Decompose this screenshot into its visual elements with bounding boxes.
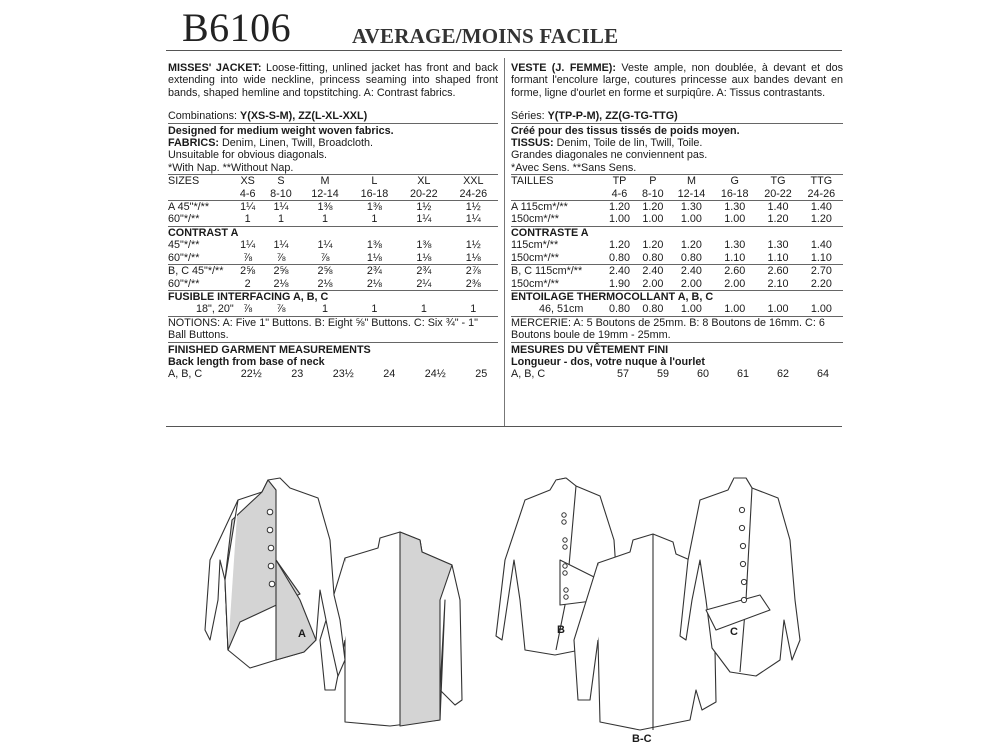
table-cell: 4-6 bbox=[239, 187, 256, 200]
button-c-5 bbox=[741, 579, 746, 584]
table-cell: 1.20 bbox=[680, 239, 702, 252]
table-cell: 64 bbox=[816, 368, 829, 381]
row-width: 150cm*/** bbox=[511, 251, 560, 264]
row-view: A bbox=[511, 201, 518, 214]
table-cell: ⅞ bbox=[243, 251, 253, 264]
row-label: A, B, C bbox=[168, 368, 203, 381]
table-cell: 2⅞ bbox=[449, 265, 498, 278]
description-title: MISSES' JACKET: bbox=[168, 62, 262, 74]
table-cell: 2¾ bbox=[350, 265, 399, 278]
table-cell: 1.30 bbox=[767, 239, 789, 252]
table-cell: 1 bbox=[277, 213, 284, 226]
table-cell: 1.00 bbox=[767, 303, 789, 316]
row-view: B, C bbox=[168, 265, 189, 278]
table-cell: 2⅛ bbox=[273, 277, 289, 290]
table-cell: 2¼ bbox=[416, 277, 432, 290]
table-cell: 1.30 bbox=[670, 201, 713, 214]
button-b-5 bbox=[563, 564, 567, 568]
table-cell: 1 bbox=[420, 303, 427, 316]
table-cell: TP bbox=[603, 175, 636, 188]
button-a-4 bbox=[268, 563, 274, 569]
table-cell: 1.30 bbox=[724, 239, 746, 252]
table-cell: 1.10 bbox=[810, 251, 832, 264]
combinations-label: Séries: bbox=[511, 110, 548, 123]
table-cell: 0.80 bbox=[680, 251, 702, 264]
table-cell: 1⅛ bbox=[366, 251, 382, 264]
row-width: 60"*/** bbox=[168, 213, 200, 226]
combo-zz: ZZ(L-XL-XXL) bbox=[298, 110, 368, 123]
table-cell: 1⅜ bbox=[416, 239, 432, 252]
table-cell: 8-10 bbox=[642, 187, 664, 200]
table-cell: 1.40 bbox=[800, 201, 843, 214]
row-width: 150cm*/** bbox=[511, 277, 560, 290]
table-cell: 0.80 bbox=[642, 251, 664, 264]
row-width: 115cm*/** bbox=[520, 201, 568, 214]
description-body: Loose-fitting, unlined jacket has front and back extending into wide neckline, princess seaming into shaped front bands, shaped hemline and topstitching. A: Contrast fabrics. bbox=[168, 62, 498, 99]
table-cell: 12-14 bbox=[677, 187, 706, 200]
table-cell: 1½ bbox=[399, 201, 448, 214]
table-cell: 2.40 bbox=[636, 265, 670, 278]
table-cell: 23½ bbox=[332, 368, 354, 381]
table-cell: XS bbox=[234, 175, 262, 188]
table-cell: 1½ bbox=[465, 239, 481, 252]
table-cell: 2.40 bbox=[603, 265, 636, 278]
table-cell: TG bbox=[756, 175, 799, 188]
table-cell: 59 bbox=[656, 368, 669, 381]
table-cell: 16-18 bbox=[720, 187, 749, 200]
table-cell: P bbox=[636, 175, 670, 188]
table-cell: 2.10 bbox=[767, 277, 789, 290]
combo-y: Y(TP-P-M), bbox=[547, 110, 606, 123]
row-width: 45"*/** bbox=[177, 201, 210, 214]
fabrics-body: Denim, Toile de lin, Twill, Toile. bbox=[553, 137, 703, 150]
button-a-3 bbox=[268, 545, 274, 551]
button-b-1 bbox=[562, 513, 566, 517]
table-cell: 1⅛ bbox=[416, 251, 432, 264]
table-cell: 1.40 bbox=[810, 239, 832, 252]
table-cell: 1 bbox=[371, 303, 378, 316]
table-cell: 1.20 bbox=[767, 213, 789, 226]
table-cell: 2.00 bbox=[642, 277, 664, 290]
table-cell: 1.20 bbox=[603, 201, 636, 214]
table-cell: 0.80 bbox=[608, 303, 630, 316]
table-cell: ⅞ bbox=[320, 251, 330, 264]
table-cell: 24 bbox=[383, 368, 396, 381]
row-width: 150cm*/** bbox=[511, 213, 560, 226]
table-cell: 22½ bbox=[240, 368, 262, 381]
table-cell: 1.10 bbox=[767, 251, 789, 264]
table-cell: 62 bbox=[776, 368, 789, 381]
table-cell: 1⅜ bbox=[366, 239, 382, 252]
button-a-1 bbox=[267, 509, 273, 515]
table-cell: L bbox=[350, 175, 399, 188]
table-cell: 2 bbox=[244, 277, 251, 290]
table-cell: 1.20 bbox=[636, 201, 670, 214]
table-cell: 2.20 bbox=[810, 277, 832, 290]
table-cell: 8-10 bbox=[270, 187, 292, 200]
fabrics-label: FABRICS: bbox=[168, 137, 219, 150]
table-cell: 2¾ bbox=[399, 265, 448, 278]
table-cell: 2⅛ bbox=[366, 277, 382, 290]
combo-zz: ZZ(G-TG-TTG) bbox=[605, 110, 678, 123]
table-cell: 23 bbox=[291, 368, 304, 381]
table-cell: 24-26 bbox=[807, 187, 836, 200]
table-cell: 16-18 bbox=[360, 187, 389, 200]
table-cell: 20-22 bbox=[764, 187, 792, 200]
table-cell: 2⅝ bbox=[234, 265, 262, 278]
table-cell: 1.20 bbox=[608, 239, 630, 252]
back-length-label: Back length from base of neck bbox=[168, 355, 325, 368]
row-width: 60"*/** bbox=[168, 277, 200, 290]
table-cell: 12-14 bbox=[311, 187, 339, 200]
notions: MERCERIE: A: 5 Boutons de 25mm. B: 8 Boutons de 16mm. C: 6 Boutons boule de 19mm - 25mm. bbox=[511, 316, 843, 342]
table-cell: 0.80 bbox=[608, 251, 630, 264]
table-cell: 1⅛ bbox=[465, 251, 481, 264]
table-cell: 1½ bbox=[449, 201, 498, 214]
section-title: CONTRASTE A bbox=[511, 226, 843, 239]
table-cell: 1¼ bbox=[465, 213, 481, 226]
table-cell: 1.10 bbox=[724, 251, 746, 264]
table-cell: 1.20 bbox=[642, 239, 664, 252]
table-cell: 1.00 bbox=[680, 303, 702, 316]
table-cell: 2.00 bbox=[680, 277, 702, 290]
button-a-2 bbox=[267, 527, 273, 533]
button-b-4 bbox=[563, 545, 567, 549]
table-cell: 1¼ bbox=[262, 201, 301, 214]
table-cell: 1¼ bbox=[416, 213, 432, 226]
row-width: 45"*/** bbox=[168, 239, 200, 252]
table-cell: 1 bbox=[371, 213, 378, 226]
table-cell: 24-26 bbox=[459, 187, 488, 200]
finished-measurements-title: MESURES DU VÊTEMENT FINI bbox=[511, 342, 843, 356]
table-cell: G bbox=[713, 175, 756, 188]
view-bc-label: B-C bbox=[632, 733, 652, 745]
table-cell: XXL bbox=[449, 175, 498, 188]
button-c-4 bbox=[740, 561, 745, 566]
table-cell: 0.80 bbox=[642, 303, 664, 316]
table-cell: 60 bbox=[696, 368, 709, 381]
back-length-label: Longueur - dos, votre nuque à l'ourlet bbox=[511, 355, 705, 368]
button-c-1 bbox=[739, 507, 744, 512]
fabrics-label: TISSUS: bbox=[511, 137, 554, 150]
row-width: 60"*/** bbox=[168, 251, 200, 264]
combo-y: Y(XS-S-M), bbox=[240, 110, 299, 123]
table-cell: 1 bbox=[322, 213, 329, 226]
row-width: 45"*/** bbox=[192, 265, 224, 278]
table-cell: 1.40 bbox=[756, 201, 799, 214]
button-b-2 bbox=[562, 520, 566, 524]
table-cell: 1.20 bbox=[810, 213, 832, 226]
table-cell: 1.30 bbox=[713, 201, 756, 214]
table-cell: 4-6 bbox=[611, 187, 628, 200]
table-cell: 2⅝ bbox=[300, 265, 349, 278]
table-cell: 57 bbox=[616, 368, 629, 381]
fabrics-body: Denim, Linen, Twill, Broadcloth. bbox=[219, 137, 374, 150]
description-title: VESTE (J. FEMME): bbox=[511, 62, 616, 74]
row-width: 18", 20" bbox=[196, 303, 234, 316]
table-cell: 1¼ bbox=[234, 201, 262, 214]
unsuitable-note: Grandes diagonales ne conviennent pas. bbox=[511, 149, 708, 162]
row-label: A, B, C bbox=[511, 368, 546, 381]
section-title: CONTRAST A bbox=[168, 226, 498, 239]
row-width: 46, 51cm bbox=[539, 303, 584, 316]
table-cell: 1.00 bbox=[810, 303, 832, 316]
table-cell: 2.60 bbox=[756, 265, 799, 278]
button-b-7 bbox=[564, 588, 568, 592]
table-cell: 1.00 bbox=[680, 213, 702, 226]
nap-note: *Avec Sens. **Sans Sens. bbox=[511, 161, 637, 174]
view-c-label: C bbox=[730, 626, 738, 638]
button-b-3 bbox=[563, 538, 567, 542]
table-cell: 20-22 bbox=[410, 187, 438, 200]
table-cell: 1⅜ bbox=[350, 201, 399, 214]
unsuitable-note: Unsuitable for obvious diagonals. bbox=[168, 149, 328, 162]
table-cell: 61 bbox=[736, 368, 749, 381]
table-cell: 1¼ bbox=[240, 239, 256, 252]
table-cell: 1¼ bbox=[273, 239, 289, 252]
view-b-label: B bbox=[557, 624, 565, 636]
table-cell: 25 bbox=[475, 368, 488, 381]
table-cell: M bbox=[300, 175, 349, 188]
table-cell: 2.00 bbox=[724, 277, 746, 290]
table-cell: 1.00 bbox=[724, 213, 746, 226]
button-c-6 bbox=[741, 597, 746, 602]
table-cell: 24½ bbox=[424, 368, 446, 381]
button-a-5 bbox=[269, 581, 275, 587]
section-title: FUSIBLE INTERFACING A, B, C bbox=[168, 290, 498, 303]
table-cell: M bbox=[670, 175, 713, 188]
table-cell: S bbox=[262, 175, 301, 188]
table-cell: ⅞ bbox=[276, 251, 286, 264]
row-view: B, C bbox=[511, 265, 532, 278]
table-cell: 1⅜ bbox=[300, 201, 349, 214]
table-cell: 1 bbox=[322, 303, 329, 316]
finished-measurements-title: FINISHED GARMENT MEASUREMENTS bbox=[168, 342, 498, 356]
nap-note: *With Nap. **Without Nap. bbox=[168, 161, 294, 174]
table-cell: 2⅝ bbox=[262, 265, 301, 278]
table-cell: 2⅛ bbox=[317, 277, 333, 290]
table-cell: ⅞ bbox=[243, 303, 253, 316]
row-width: 115cm*/** bbox=[535, 265, 583, 278]
table-cell: 1 bbox=[244, 213, 251, 226]
combinations-label: Combinations: bbox=[168, 110, 241, 123]
row-view: A bbox=[168, 201, 175, 214]
row-width: 115cm*/** bbox=[511, 239, 559, 252]
table-cell: ⅞ bbox=[276, 303, 286, 316]
pattern-number: B6106 bbox=[182, 5, 292, 50]
table-cell: 1.00 bbox=[608, 213, 630, 226]
table-cell: XL bbox=[399, 175, 448, 188]
button-b-6 bbox=[563, 571, 567, 575]
table-cell: 2.70 bbox=[800, 265, 843, 278]
difficulty-label: AVERAGE/MOINS FACILE bbox=[352, 24, 619, 48]
description-body: Veste ample, non doublée, à devant et dos formant l'encolure large, coutures princesse aux bandes devant en forme, ligne d'ourlet en forme et surpiqûre. A: Tissus contrastants. bbox=[511, 62, 843, 99]
table-cell: 1.90 bbox=[608, 277, 630, 290]
table-cell: 1.00 bbox=[642, 213, 664, 226]
section-title: ENTOILAGE THERMOCOLLANT A, B, C bbox=[511, 290, 843, 303]
view-a-label: A bbox=[298, 628, 306, 640]
table-cell: 2⅜ bbox=[465, 277, 481, 290]
sizes-label: SIZES bbox=[168, 175, 234, 188]
table-cell: 2.40 bbox=[670, 265, 713, 278]
table-cell: 2.60 bbox=[713, 265, 756, 278]
button-b-8 bbox=[564, 595, 568, 599]
button-c-3 bbox=[740, 543, 745, 548]
sizes-label: TAILLES bbox=[511, 175, 603, 188]
button-c-2 bbox=[739, 525, 744, 530]
designed-for: Designed for medium weight woven fabrics. bbox=[168, 123, 498, 137]
table-cell: 1 bbox=[470, 303, 477, 316]
notions: NOTIONS: A: Five 1" Buttons. B: Eight ⅝" Buttons. C: Six ¾" - 1" Ball Buttons. bbox=[168, 316, 498, 342]
designed-for: Créé pour des tissus tissés de poids moyen. bbox=[511, 123, 843, 137]
table-cell: 1¼ bbox=[317, 239, 333, 252]
table-cell: 1.00 bbox=[724, 303, 746, 316]
table-cell: TTG bbox=[800, 175, 843, 188]
